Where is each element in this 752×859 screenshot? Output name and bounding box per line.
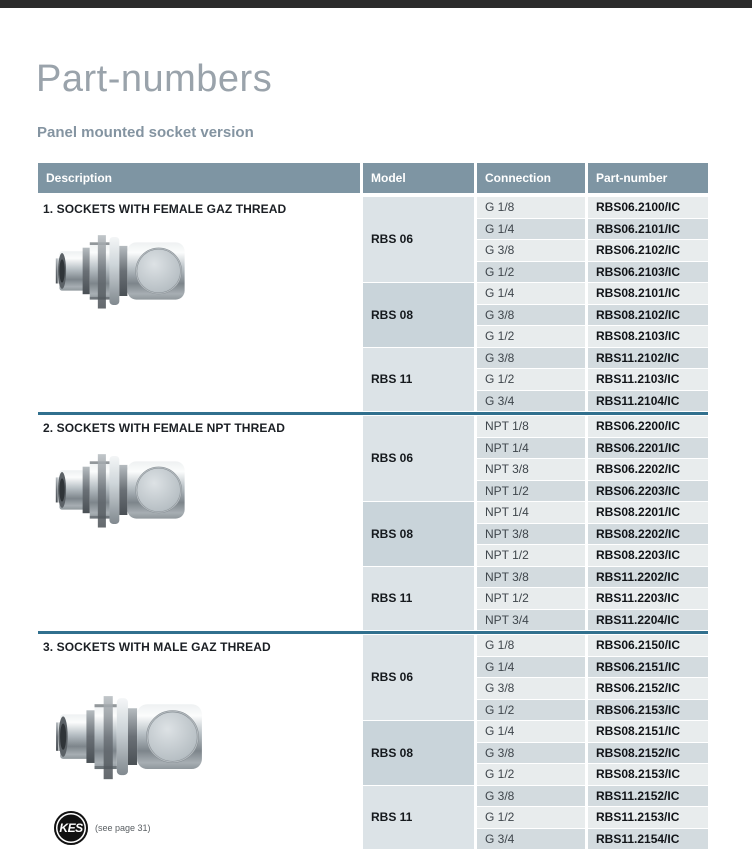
table-section-1 <box>38 197 708 411</box>
connection-cell: G 1/2 <box>477 262 585 283</box>
part-number-cell: RBS08.2202/IC <box>588 524 708 545</box>
connection-cell: NPT 3/4 <box>477 610 585 631</box>
socket-female-npt-3d-render <box>54 447 190 533</box>
socket-female-gaz-3d-render <box>54 228 190 314</box>
page-title: Part-numbers <box>36 58 273 100</box>
model-cell: RBS 11 <box>363 348 474 412</box>
part-number-cell: RBS08.2151/IC <box>588 721 708 742</box>
part-number-cell: RBS08.2201/IC <box>588 502 708 523</box>
connection-cell: G 3/8 <box>477 743 585 764</box>
model-cell: RBS 08 <box>363 502 474 566</box>
connection-cell: G 3/8 <box>477 678 585 699</box>
model-cell: RBS 11 <box>363 786 474 850</box>
connection-cell: G 1/2 <box>477 807 585 828</box>
table-section-2 <box>38 416 708 630</box>
column-header-part-number: Part-number <box>588 163 708 193</box>
connection-cell: NPT 1/4 <box>477 502 585 523</box>
connection-cell: NPT 3/8 <box>477 459 585 480</box>
model-cell: RBS 06 <box>363 635 474 720</box>
connection-cell: G 3/4 <box>477 829 585 850</box>
table-header-row <box>38 163 708 193</box>
part-number-cell: RBS11.2202/IC <box>588 567 708 588</box>
connection-cell: G 3/8 <box>477 786 585 807</box>
part-number-cell: RBS06.2151/IC <box>588 657 708 678</box>
part-number-cell: RBS11.2204/IC <box>588 610 708 631</box>
part-number-cell: RBS08.2203/IC <box>588 545 708 566</box>
description-cell <box>38 197 360 411</box>
page-subtitle: Panel mounted socket version <box>37 124 254 141</box>
part-numbers-table <box>38 163 708 849</box>
connection-cell: G 1/8 <box>477 635 585 656</box>
column-header-model: Model <box>363 163 474 193</box>
connection-cell: G 3/8 <box>477 305 585 326</box>
part-number-cell: RBS06.2100/IC <box>588 197 708 218</box>
part-number-cell: RBS06.2103/IC <box>588 262 708 283</box>
part-number-cell: RBS11.2154/IC <box>588 829 708 850</box>
part-number-cell: RBS11.2203/IC <box>588 588 708 609</box>
part-number-cell: RBS08.2102/IC <box>588 305 708 326</box>
kes-footnote-text: (see page 31) <box>95 823 151 833</box>
model-cell: RBS 06 <box>363 416 474 501</box>
connection-cell: G 1/2 <box>477 326 585 347</box>
table-body <box>38 197 708 849</box>
connection-cell: G 1/4 <box>477 283 585 304</box>
connection-cell: NPT 1/4 <box>477 438 585 459</box>
part-number-cell: RBS06.2153/IC <box>588 700 708 721</box>
section-title: 1. SOCKETS WITH FEMALE GAZ THREAD <box>43 202 287 216</box>
part-number-cell: RBS11.2152/IC <box>588 786 708 807</box>
connection-cell: G 1/2 <box>477 700 585 721</box>
part-number-cell: RBS06.2203/IC <box>588 481 708 502</box>
connection-cell: G 1/4 <box>477 721 585 742</box>
section-separator <box>38 412 708 415</box>
part-number-cell: RBS06.2102/IC <box>588 240 708 261</box>
connection-cell: G 3/4 <box>477 391 585 412</box>
connection-cell: G 1/4 <box>477 657 585 678</box>
part-number-cell: RBS06.2150/IC <box>588 635 708 656</box>
connection-cell: NPT 3/8 <box>477 567 585 588</box>
part-number-cell: RBS06.2201/IC <box>588 438 708 459</box>
kes-footnote <box>54 811 151 845</box>
section-title: 2. SOCKETS WITH FEMALE NPT THREAD <box>43 421 285 435</box>
column-header-description: Description <box>38 163 360 193</box>
connection-cell: NPT 1/2 <box>477 481 585 502</box>
connection-cell: NPT 1/2 <box>477 588 585 609</box>
part-number-cell: RBS08.2152/IC <box>588 743 708 764</box>
description-cell <box>38 416 360 630</box>
part-number-cell: RBS11.2153/IC <box>588 807 708 828</box>
table-section-3 <box>38 635 708 849</box>
part-number-cell: RBS08.2103/IC <box>588 326 708 347</box>
page-top-bar <box>0 0 752 8</box>
connection-cell: G 3/8 <box>477 348 585 369</box>
section-title: 3. SOCKETS WITH MALE GAZ THREAD <box>43 640 271 654</box>
description-cell <box>38 635 360 849</box>
part-number-cell: RBS11.2103/IC <box>588 369 708 390</box>
section-separator <box>38 631 708 634</box>
connection-cell: G 1/2 <box>477 764 585 785</box>
part-number-cell: RBS08.2101/IC <box>588 283 708 304</box>
connection-cell: G 1/4 <box>477 219 585 240</box>
model-cell: RBS 08 <box>363 283 474 347</box>
socket-male-gaz-3d-render <box>54 688 208 785</box>
part-number-cell: RBS11.2104/IC <box>588 391 708 412</box>
connection-cell: NPT 1/8 <box>477 416 585 437</box>
connection-cell: NPT 3/8 <box>477 524 585 545</box>
part-number-cell: RBS11.2102/IC <box>588 348 708 369</box>
connection-cell: G 1/8 <box>477 197 585 218</box>
model-cell: RBS 11 <box>363 567 474 631</box>
part-number-cell: RBS06.2152/IC <box>588 678 708 699</box>
column-header-connection: Connection <box>477 163 585 193</box>
connection-cell: G 3/8 <box>477 240 585 261</box>
part-number-cell: RBS08.2153/IC <box>588 764 708 785</box>
part-number-cell: RBS06.2202/IC <box>588 459 708 480</box>
connection-cell: G 1/2 <box>477 369 585 390</box>
part-number-cell: RBS06.2200/IC <box>588 416 708 437</box>
connection-cell: NPT 1/2 <box>477 545 585 566</box>
part-number-cell: RBS06.2101/IC <box>588 219 708 240</box>
model-cell: RBS 06 <box>363 197 474 282</box>
model-cell: RBS 08 <box>363 721 474 785</box>
kes-logo-icon: KES <box>54 811 88 845</box>
